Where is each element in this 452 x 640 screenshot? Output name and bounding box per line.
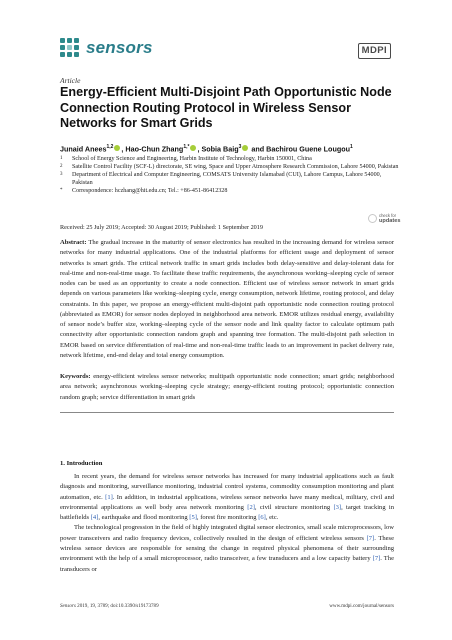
citation-link[interactable]: [1]: [105, 493, 113, 501]
check-for-updates-badge[interactable]: [368, 211, 401, 231]
keywords: [60, 372, 394, 403]
affiliation-number: 1: [60, 156, 63, 161]
affiliation-text: Satellite Control Facility (SCF-L) directorate, SE wing, Space and Upper Atmosphere Research Commission, Lahore 54000, Pakistan: [72, 164, 399, 170]
citation-link[interactable]: [4]: [90, 514, 99, 522]
footer-doi: 2019, 19, 3789; doi:10.3390/s19173789: [77, 603, 159, 609]
affiliation-item: [60, 163, 400, 171]
affiliation-item: [60, 171, 400, 187]
citation-link[interactable]: [7]: [366, 534, 375, 542]
author-separator: ,: [197, 144, 202, 154]
orcid-icon[interactable]: [190, 145, 196, 151]
citation-link[interactable]: [5]: [189, 514, 197, 522]
journal-logo[interactable]: [60, 38, 153, 58]
updates-icon: [368, 214, 377, 223]
author-list: [60, 144, 410, 153]
author-name[interactable]: Hao-Chun Zhang: [125, 144, 184, 154]
affiliation-item: [60, 187, 400, 195]
author-name[interactable]: Bachirou Guene Lougou: [266, 144, 351, 154]
journal-name: sensors: [86, 38, 153, 57]
updates-label-bottom: updates: [379, 218, 401, 224]
footer-citation: [60, 603, 159, 609]
affiliation-text: School of Energy Science and Engineering, Harbin Institute of Technology, Harbin 150001, China: [72, 156, 312, 162]
citation-link[interactable]: [7]: [372, 555, 381, 563]
footer-url[interactable]: www.mdpi.com/journal/sensors: [329, 603, 394, 609]
orcid-icon[interactable]: [114, 145, 120, 151]
section-divider: [60, 412, 394, 413]
keywords-text: energy-efficient wireless sensor networks; multipath opportunistic node connection; smart grids; neighborhood area network; asynchronous working–sleeping cycle strategy; energy-efficient routing protocol; opportunistic connection random graph; service differentiation in smart grids: [60, 373, 395, 401]
affiliation-number: *: [60, 188, 63, 193]
author-separator: ,: [121, 144, 126, 154]
section-heading: 1. Introduction: [60, 460, 103, 467]
footer-journal: Sensors: [60, 603, 76, 609]
citation-link[interactable]: [2]: [247, 503, 255, 511]
publication-dates: Received: 25 July 2019; Accepted: 30 August 2019; Published: 1 September 2019: [60, 224, 263, 231]
intro-paragraph-1: In recent years, the demand for wireless sensor networks has increased for many industrial applications such as fault diagnosis and monitoring, surveillance monitoring, industrial control systems, commodity consumption monitoring and plant automation, etc. [1]. In addition, in industrial applications, wireless sensor networks have many medical, military, civil and environmental applications as well body area network monitoring [2], civil structure monitoring [3], target tracking in battlefields [4], earthquake and flood monitoring [5], forest fire monitoring [6], etc.: [60, 473, 395, 522]
updates-label-top: check for: [379, 213, 396, 218]
affiliation-text: Department of Electrical and Computer Engineering, COMSATS University Islamabad (CUI), Lahore Campus, Lahore 54000, Pakistan: [72, 172, 382, 186]
orcid-icon[interactable]: [242, 145, 248, 151]
author-affiliation-mark: 1: [350, 144, 353, 150]
author-name[interactable]: Sobia Baig: [201, 144, 239, 154]
author-separator: and: [249, 144, 267, 154]
keywords-label: Keywords:: [60, 373, 91, 380]
affiliation-number: 2: [60, 164, 63, 169]
sensors-logo-icon: [60, 38, 80, 58]
article-type: Article: [60, 76, 81, 85]
author-affiliation-mark: 1,2: [106, 144, 114, 150]
intro-paragraph-2: The technological progression in the field of highly integrated digital sensor electronics, small scale microprocessors, low power transceivers and radio frequency devices, collectively resulted in the design of efficient wireless sensors [7]. These wireless sensor devices are responsible for sensing the change in required physical phenomena of their surrounding environment with the help of a small microprocessor, radio transceiver, a few transducers and a low capacity battery [7]. The transducers or: [60, 524, 394, 573]
author-name[interactable]: Junaid Anees: [60, 144, 107, 154]
abstract: [60, 238, 394, 361]
author-affiliation-mark: 1,*: [183, 144, 190, 150]
affiliation-item: [60, 155, 400, 163]
affiliation-number: 3: [60, 172, 63, 177]
introduction-body: [60, 472, 394, 575]
citation-link[interactable]: [6]: [258, 514, 266, 522]
abstract-label: Abstract:: [60, 239, 87, 246]
publisher-logo[interactable]: MDPI: [358, 43, 391, 59]
affiliations: [60, 155, 400, 195]
affiliation-text: Correspondence: hczhang@hit.edu.cn; Tel.: +86-451-86412328: [72, 188, 228, 194]
paper-title: Energy-Efficient Multi-Disjoint Path Opportunistic Node Connection Routing Protocol in Wireless Sensor Networks for Smart Grids: [60, 85, 392, 131]
author-affiliation-mark: 3: [238, 144, 242, 150]
abstract-text: The gradual increase in the maturity of sensor electronics has resulted in the increasing demand for wireless sensor networks for many industrial applications. One of the industrial platforms for efficient usage and deployment of sensor networks is smart grids. The critical network traffic in smart grids includes both delay-sensitive and delay-tolerant data for real-time and non-real-time usage. To facilitate these traffic requirements, the asynchronous working–sleeping cycle of sensor nodes can be used as an opportunity to create a node connection. Efficient use of wireless sensor network in smart grids depends on various parameters like working–sleeping cycle, energy consumption, network lifetime, routing protocol, and delay constraints. In this paper, we propose an energy-efficient multi-disjoint path opportunistic node connection routing protocol (abbreviated as EMOR) for sensor nodes deployed in neighborhood area network. EMOR utilizes residual energy, availability of sensor node’s buffer size, working–sleeping cycle of the sensor node and link quality factor to calculate optimum path connectivity after opportunistic connection random graph and spanning tree formation. The multi-disjoint path selection in EMOR based on service differentiation of real-time and non-real-time traffic leads to an improvement in packet delivery rate, network lifetime, end-end delay and total energy consumption.: [60, 239, 394, 359]
citation-link[interactable]: [3]: [333, 503, 342, 511]
